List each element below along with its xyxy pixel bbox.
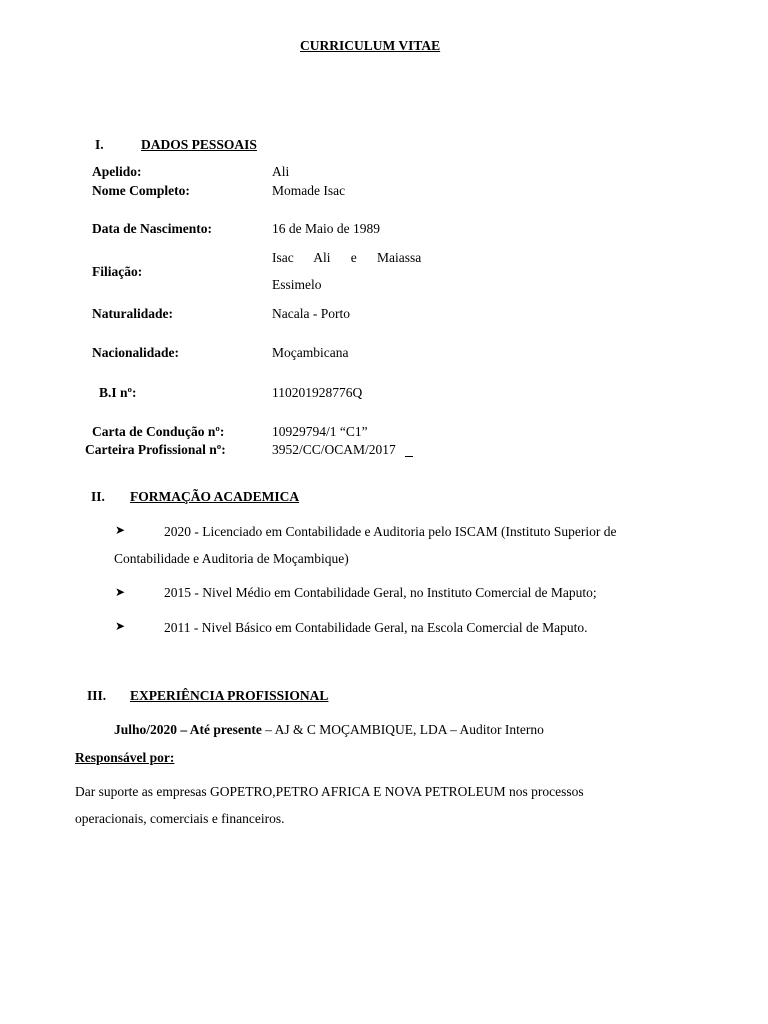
field-value-filiacao-line1: Isac Ali e Maiassa: [272, 250, 422, 265]
field-value-carteira-profissional: 3952/CC/OCAM/2017: [272, 442, 396, 457]
field-value-nome-completo: Momade Isac: [272, 183, 346, 198]
experience-entry: [114, 722, 544, 738]
field-value-naturalidade: Nacala - Porto: [272, 306, 350, 321]
experience-description-line1: Dar suporte as empresas GOPETRO,PETRO AFRICA E NOVA PETROLEUM nos processos: [75, 784, 584, 799]
education-item-1-line1: 2020 - Licenciado em Contabilidade e Auditoria pelo ISCAM (Instituto Superior de: [164, 524, 617, 539]
field-value-nacionalidade: Moçambicana: [272, 345, 349, 360]
field-value-filiacao-line2: Essimelo: [272, 277, 322, 292]
page-title: CURRICULUM VITAE: [300, 38, 441, 53]
arrowhead-bullet-icon: ➤: [115, 523, 126, 537]
field-label-data-nascimento: Data de Nascimento:: [92, 221, 212, 236]
section-number-experience: III.: [87, 688, 107, 703]
experience-period: Julho/2020 – Até presente: [114, 722, 262, 737]
arrowhead-bullet-icon: ➤: [115, 585, 126, 599]
arrowhead-bullet-icon: ➤: [115, 619, 126, 633]
education-item-2: 2015 - Nivel Médio em Contabilidade Geral, no Instituto Comercial de Maputo;: [164, 585, 597, 600]
field-value-carta-conducao: 10929794/1 “C1”: [272, 424, 368, 439]
section-heading-personal: DADOS PESSOAIS: [141, 137, 257, 152]
experience-description-line2: operacionais, comerciais e financeiros.: [75, 811, 285, 826]
field-label-carteira-profissional: Carteira Profissional nº:: [85, 442, 226, 457]
responsible-label: Responsável por:: [75, 750, 175, 765]
field-value-data-nascimento: 16 de Maio de 1989: [272, 221, 380, 236]
section-heading-education: FORMAÇÃO ACADEMICA: [130, 489, 300, 504]
section-number-education: II.: [91, 489, 105, 504]
field-value-apelido: Ali: [272, 164, 290, 179]
field-label-nome-completo: Nome Completo:: [92, 183, 190, 198]
education-item-3: 2011 - Nivel Básico em Contabilidade Geral, na Escola Comercial de Maputo.: [164, 620, 588, 635]
field-value-bi: 110201928776Q: [272, 385, 363, 400]
field-label-apelido: Apelido:: [92, 164, 142, 179]
field-label-nacionalidade: Nacionalidade:: [92, 345, 180, 360]
section-number-personal: I.: [95, 137, 104, 152]
experience-role: – AJ & C MOÇAMBIQUE, LDA – Auditor Interno: [261, 722, 544, 737]
field-value-underline: [405, 456, 413, 457]
section-heading-experience: EXPERIÊNCIA PROFISSIONAL: [130, 688, 329, 703]
education-item-1-line2: Contabilidade e Auditoria de Moçambique): [114, 551, 349, 566]
field-label-bi: B.I nº:: [99, 385, 137, 400]
field-label-carta-conducao: Carta de Condução nº:: [92, 424, 225, 439]
field-label-filiacao: Filiação:: [92, 264, 143, 279]
field-label-naturalidade: Naturalidade:: [92, 306, 173, 321]
